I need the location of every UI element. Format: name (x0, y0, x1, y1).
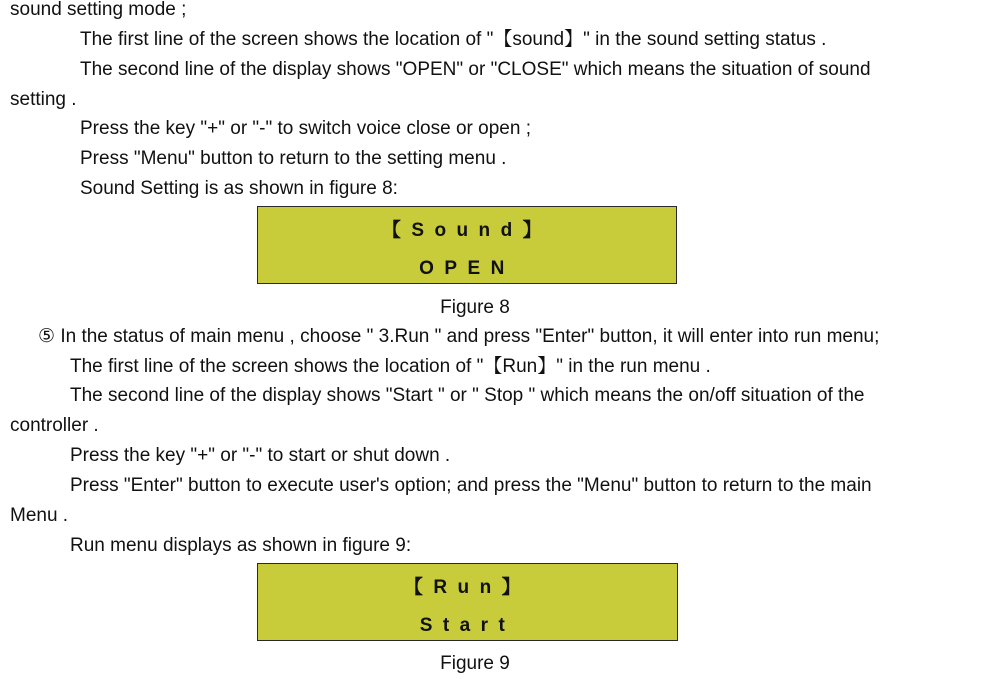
paragraph-line: The second line of the display shows "Start " or " Stop " which means the on/off situation of the (70, 385, 865, 406)
paragraph-line: Press "Menu" button to return to the setting menu . (80, 148, 507, 169)
paragraph-text: In the status of main menu , choose " 3.Run " and press "Enter" button, it will enter into run menu; (60, 326, 880, 347)
paragraph-line: Press the key "+" or "-" to start or shut down . (70, 445, 451, 466)
paragraph-line: The first line of the screen shows the location of "【sound】" in the sound setting status . (80, 29, 827, 50)
figure-caption: Figure 8 (440, 297, 510, 318)
figure-caption: Figure 9 (440, 653, 510, 674)
lcd-line-2: OPEN (419, 258, 515, 279)
lcd-display-figure-8 (257, 206, 677, 284)
paragraph-line: The second line of the display shows "OPEN" or "CLOSE" which means the situation of sound (80, 59, 871, 80)
lcd-display-figure-9 (257, 563, 678, 641)
paragraph-line: setting . (10, 89, 77, 110)
lcd-line-1: 【Sound】 (381, 220, 553, 241)
paragraph-line: sound setting mode ; (10, 0, 187, 20)
lcd-line-2: Start (419, 615, 516, 636)
list-number-marker: ⑤ (38, 326, 56, 347)
paragraph-line: The first line of the screen shows the location of "【Run】" in the run menu . (70, 356, 711, 377)
paragraph-line: Menu . (10, 505, 69, 526)
lcd-line-1: 【Run】 (403, 577, 532, 598)
paragraph-line: Press the key "+" or "-" to switch voice close or open ; (80, 118, 531, 139)
paragraph-line: Sound Setting is as shown in figure 8: (80, 178, 398, 199)
paragraph-line (38, 322, 879, 352)
paragraph-line: Press "Enter" button to execute user's option; and press the "Menu" button to return to the main (70, 475, 872, 496)
paragraph-line: Run menu displays as shown in figure 9: (70, 535, 412, 556)
paragraph-line: controller . (10, 415, 99, 436)
